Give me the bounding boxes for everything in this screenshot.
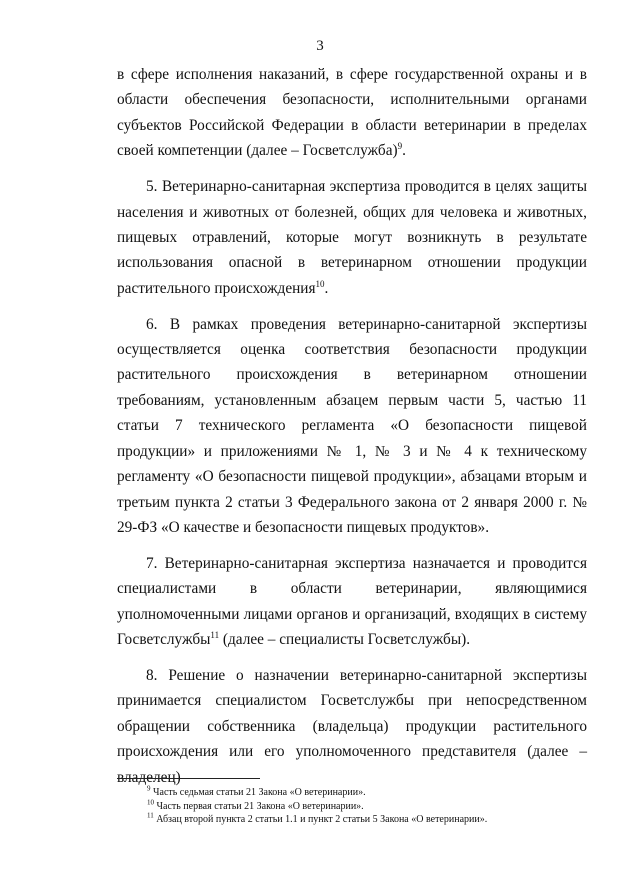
footnote-9 bbox=[147, 786, 587, 800]
footnote-mark: 9 bbox=[147, 784, 151, 793]
paragraph-text: 5. Ветеринарно-санитарная экспертиза проводится в целях защиты населения и животных от болезней, общих для человека и животных, пищевых отравлений, которые могут возникнуть в результате использования опасной в ветеринарном отношении продукции растительного происхождения bbox=[117, 178, 587, 297]
paragraph-text: 8. Решение о назначении ветеринарно-санитарной экспертизы принимается специалистом Госветслужбы при непосредственном обращении собственника (владельца) продукции растительного происхождения или его уполномоченного представителя (далее – владелец) bbox=[117, 666, 587, 786]
paragraph-tail: (далее – специалисты Госветслужбы). bbox=[219, 631, 471, 649]
footnote-mark: 10 bbox=[147, 798, 154, 807]
footnote-11 bbox=[147, 813, 587, 827]
footnote-text: Абзац второй пункта 2 статьи 1.1 и пункт 2 статьи 5 Закона «О ветеринарии». bbox=[153, 814, 488, 825]
paragraph-item-7 bbox=[117, 551, 587, 653]
page-number: 3 bbox=[316, 38, 324, 54]
paragraph-text: 6. В рамках проведения ветеринарно-санитарной экспертизы осуществляется оценка соответствия безопасности продукции растительного происхождения в ветеринарном отношении требованиям, установленным абзацем первым части 5, частью 11 статьи 7 технического регламента «О безопасности пищевой продукции» и приложениями № 1, № 3 и № 4 к техническому регламенту «О безопасности пищевой продукции», абзацами вторым и третьим пункта 2 статьи 3 Федерального закона от 2 января 2000 г. № 29-ФЗ «О качестве и безопасности пищевых продуктов». bbox=[117, 315, 587, 536]
footnote-text: Часть седьмая статьи 21 Закона «О ветеринарии». bbox=[150, 787, 366, 798]
paragraph-item-8 bbox=[117, 663, 587, 790]
paragraph-item-6 bbox=[117, 312, 587, 541]
paragraph-tail: . bbox=[402, 142, 406, 160]
footnote-reference: 11 bbox=[210, 629, 220, 640]
paragraph-continuation bbox=[117, 62, 587, 164]
footnote-text: Часть первая статьи 21 Закона «О ветеринарии». bbox=[154, 800, 364, 812]
paragraph-tail: . bbox=[324, 279, 329, 297]
paragraph-text: 7. Ветеринарно-санитарная экспертиза назначается и проводится специалистами в области ветеринарии, являющимися уполномоченными лицами органов и организаций, входящих в систему Госветслужбы bbox=[117, 554, 587, 649]
paragraph-item-5 bbox=[117, 174, 587, 301]
footnote-10 bbox=[147, 800, 587, 814]
paragraph-text: в сфере исполнения наказаний, в сфере государственной охраны и в области обеспечения безопасности, исполнительными органами субъектов Российской Федерации в области ветеринарии в пределах своей компетенции (далее – Госветслужба) bbox=[117, 66, 587, 160]
footnote-reference: 10 bbox=[315, 278, 325, 289]
footnote-divider bbox=[117, 778, 260, 779]
footnotes bbox=[147, 786, 587, 827]
footnote-mark: 11 bbox=[147, 811, 154, 820]
document-body bbox=[117, 62, 587, 790]
footnote-reference: 9 bbox=[397, 141, 403, 152]
